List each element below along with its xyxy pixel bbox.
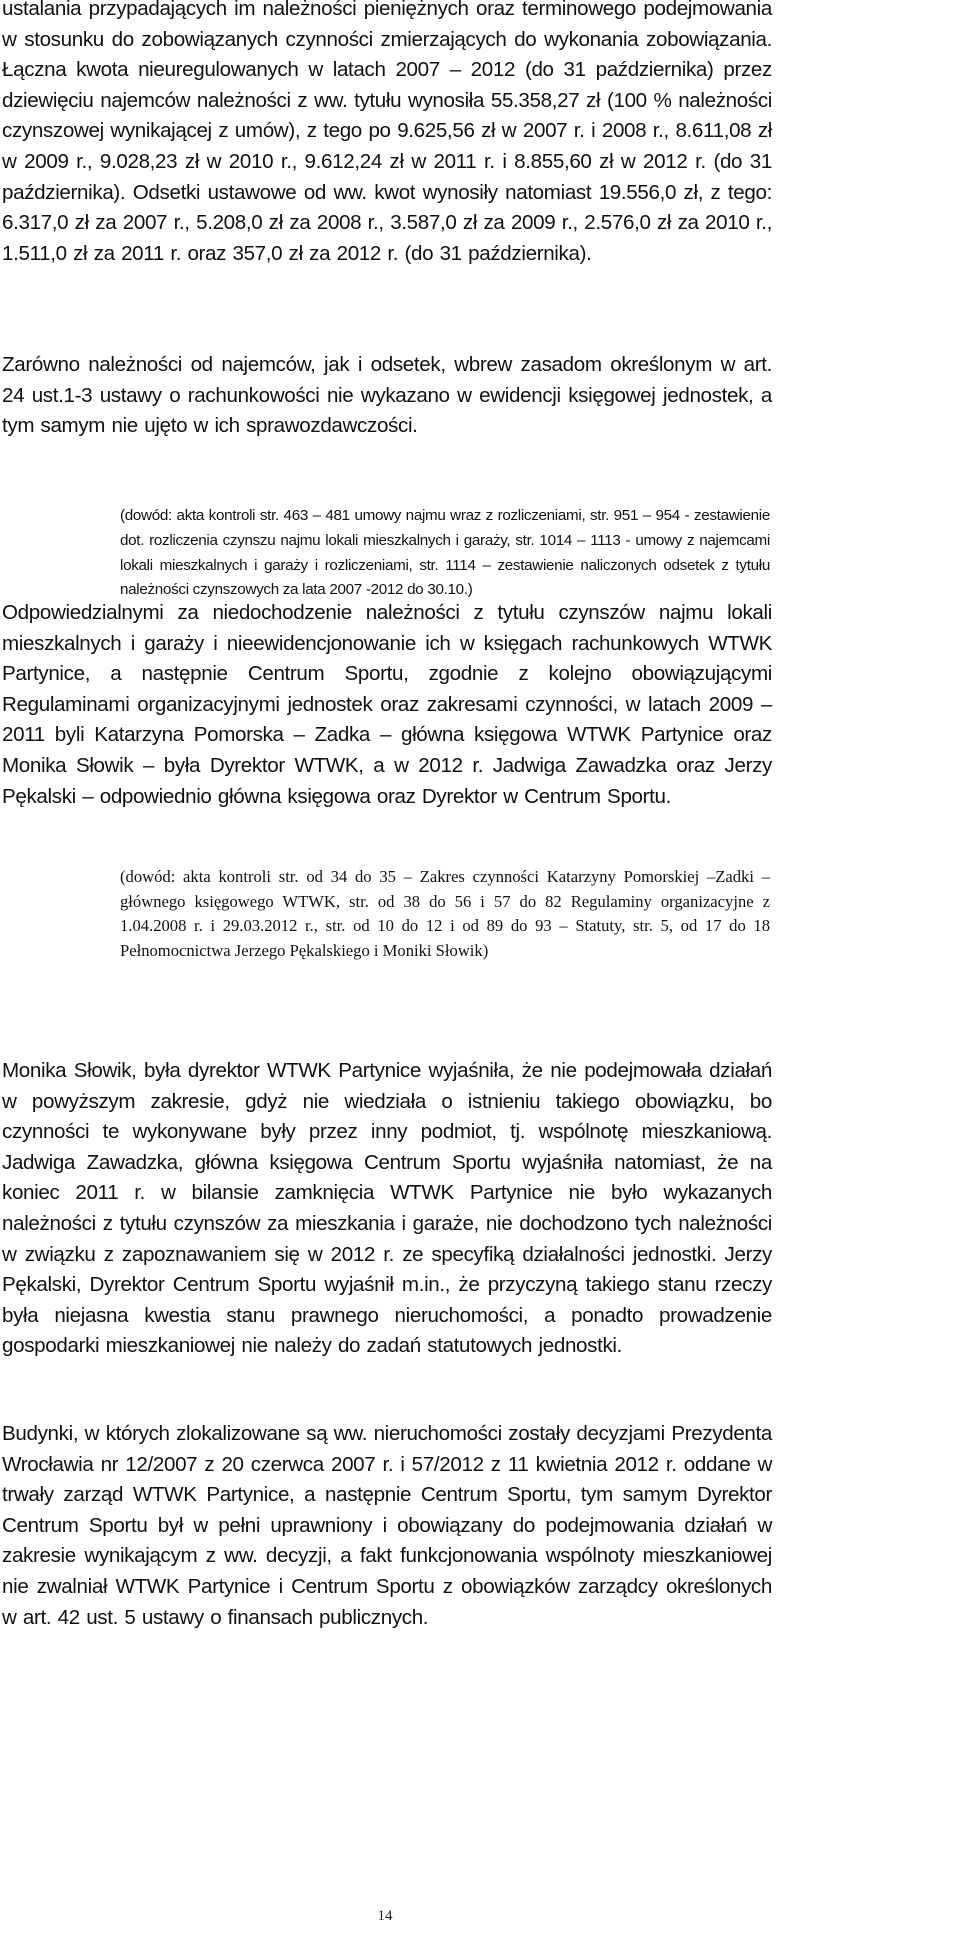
evidence-note-2: (dowód: akta kontroli str. od 34 do 35 – Zakres czynności Katarzyny Pomorskiej –Zadki – głównego księgowego WTWK, str. od 38 do 56 i 57 do 82 Regulaminy organizacyjne z 1.04.2008 r. i 29.03.2012 r., str. od 10 do 12 i od 89 do 93 – Statuty, str. 5, od 17 do 18 Pełnomocnictwa Jerzego Pękalskiego i Moniki Słowik): [120, 867, 770, 960]
paragraph-responsible-persons: Odpowiedzialnymi za niedochodzenie należności z tytułu czynszów najmu lokali mieszkalnych i garaży i nieewidencjonowanie ich w księgach rachunkowych WTWK Partynice, a następnie Centrum Sportu, zgodnie z kolejno obowiązującymi Regulaminami organizacyjnymi jednostek oraz zakresami czynności, w latach 2009 – 2011 byli Katarzyna Pomorska – Zadka – główna księgowa WTWK Partynice oraz Monika Słowik – była Dyrektor WTWK, a w 2012 r. Jadwiga Zawadzka oraz Jerzy Pękalski – odpowiednio główna księgowa oraz Dyrektor w Centrum Sportu.: [2, 601, 772, 808]
paragraph-accounting-omission: Zarówno należności od najemców, jak i odsetek, wbrew zasadom określonym w art. 24 ust.1-3 ustawy o rachunkowości nie wykazano w ewidencji księgowej jednostek, a tym samym nie ujęto w ich sprawozdawczości.: [2, 353, 772, 438]
paragraph-receivables-amounts: ustalania przypadających im należności pieniężnych oraz terminowego podejmowania w stosunku do zobowiązanych czynności zmierzających do wykonania zobowiązania. Łączna kwota nieuregulowanych w latach 2007 – 2012 (do 31 października) przez dziewięciu najemców należności z ww. tytułu wynosiła 55.358,27 zł (100 % należności czynszowej wynikającej z umów), z tego po 9.625,56 zł w 2007 r. i 2008 r., 8.611,08 zł w 2009 r., 9.028,23 zł w 2010 r., 9.612,24 zł w 2011 r. i 8.855,60 zł w 2012 r. (do 31 października). Odsetki ustawowe od ww. kwot wynosiły natomiast 19.556,0 zł, z tego: 6.317,0 zł za 2007 r., 5.208,0 zł za 2008 r., 3.587,0 zł za 2009 r., 2.576,0 zł za 2010 r., 1.511,0 zł za 2011 r. oraz 357,0 zł za 2012 r. (do 31 października).: [2, 0, 772, 265]
paragraph-buildings-management: Budynki, w których zlokalizowane są ww. nieruchomości zostały decyzjami Prezydenta Wrocławia nr 12/2007 z 20 czerwca 2007 r. i 57/2012 z 11 kwietnia 2012 r. oddane w trwały zarząd WTWK Partynice, a następnie Centrum Sportu, tym samym Dyrektor Centrum Sportu był w pełni uprawniony i obowiązany do podejmowania działań w zakresie wynikającym z ww. decyzji, a fakt funkcjonowania wspólnoty mieszkaniowej nie zwalniał WTWK Partynice i Centrum Sportu z obowiązków zarządcy określonych w art. 42 ust. 5 ustawy o finansach publicznych.: [2, 1422, 772, 1629]
paragraph-explanations: Monika Słowik, była dyrektor WTWK Partynice wyjaśniła, że nie podejmowała działań w powyższym zakresie, gdyż nie wiedziała o istnieniu takiego obowiązku, bo czynności te wykonywane były przez inny podmiot, tj. wspólnotę mieszkaniową. Jadwiga Zawadzka, główna księgowa Centrum Sportu wyjaśniła natomiast, że na koniec 2011 r. w bilansie zamknięcia WTWK Partynice nie było wykazanych należności z tytułu czynszów za mieszkania i garaże, nie dochodzono tych należności w związku z zapoznawaniem się w 2012 r. ze specyfiką działalności jednostki. Jerzy Pękalski, Dyrektor Centrum Sportu wyjaśnił m.in., że przyczyną takiego stanu rzeczy była niejasna kwestia stanu prawnego nieruchomości, a ponadto prowadzenie gospodarki mieszkaniowej nie należy do zadań statutowych jednostki.: [2, 1059, 772, 1358]
evidence-note-1: (dowód: akta kontroli str. 463 – 481 umowy najmu wraz z rozliczeniami, str. 951 – 954 - zestawienie dot. rozliczenia czynszu najmu lokali mieszkalnych i garaży, str. 1014 – 1113 - umowy z najemcami lokali mieszkalnych i garaży i rozliczeniami, str. 1114 – zestawienie naliczonych odsetek z tytułu należności czynszowych za lata 2007 -2012 do 30.10.): [120, 507, 770, 599]
page-number: 14: [377, 1908, 393, 1924]
